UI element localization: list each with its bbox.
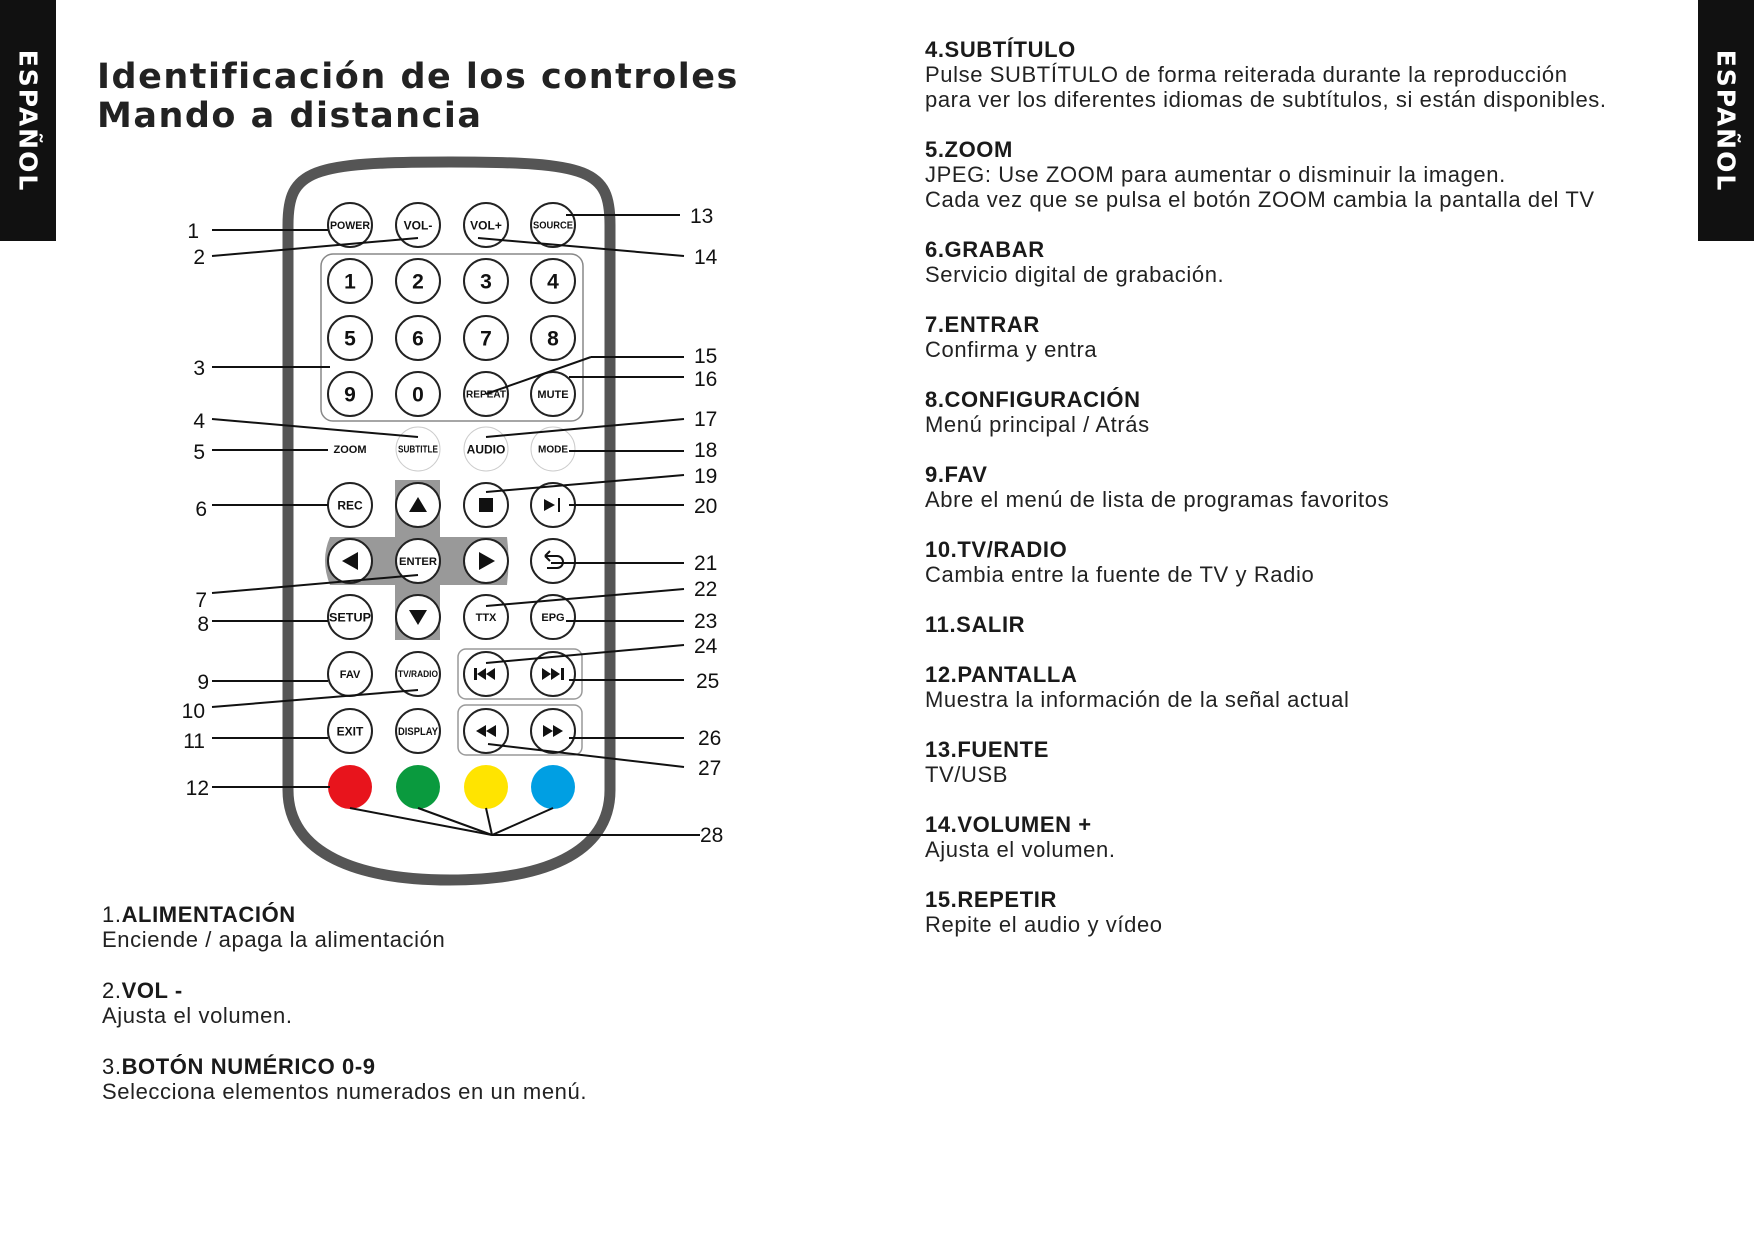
epg-label: EPG — [541, 611, 565, 624]
number-9-label: 9 — [344, 383, 356, 407]
callout-number: 12 — [185, 777, 209, 800]
item-description: Repite el audio y vídeo — [925, 912, 1163, 937]
item-description: Abre el menú de lista de programas favoritos — [925, 487, 1390, 512]
callout-number: 4 — [193, 410, 205, 433]
item-description: Servicio digital de grabación. — [925, 262, 1225, 287]
item-description: Enciende / apaga la alimentación — [102, 927, 446, 952]
item-description: Muestra la información de la señal actual — [925, 687, 1350, 712]
source-button — [531, 203, 575, 247]
description-item — [925, 737, 1685, 787]
callout-number: 5 — [193, 441, 205, 464]
fav-button — [328, 652, 372, 696]
callout-number: 26 — [698, 727, 722, 750]
item-heading — [102, 902, 702, 927]
item-heading — [925, 462, 1685, 487]
item-heading — [925, 887, 1685, 912]
item-heading-text: ALIMENTACIÓN — [121, 902, 296, 927]
callout-number: 14 — [694, 246, 718, 269]
title-line-2: Mando a distancia — [97, 96, 483, 136]
item-description: Selecciona elementos numerados en un menú. — [102, 1079, 588, 1104]
number-9-button — [328, 372, 372, 416]
callout-number: 28 — [700, 824, 724, 847]
callout-number: 19 — [694, 465, 718, 488]
item-heading-text: 6.GRABAR — [925, 237, 1045, 262]
item-heading-text: 5.ZOOM — [925, 137, 1013, 162]
mute-button — [531, 372, 575, 416]
description-item — [102, 978, 702, 1028]
item-heading — [925, 812, 1685, 837]
callout-number: 6 — [195, 498, 207, 521]
subtitle-button — [396, 427, 440, 471]
item-description: Cada vez que se pulsa el botón ZOOM cambia la pantalla del TV — [925, 187, 1595, 212]
callout-number: 22 — [694, 578, 718, 601]
description-item — [925, 812, 1685, 862]
setup-button — [328, 595, 372, 639]
item-heading-text: 15.REPETIR — [925, 887, 1057, 912]
setup-label: SETUP — [329, 610, 371, 625]
number-2-button — [396, 259, 440, 303]
enter-label: ENTER — [399, 555, 438, 568]
item-heading-text: 12.PANTALLA — [925, 662, 1078, 687]
item-heading-text: 10.TV/RADIO — [925, 537, 1068, 562]
zoom-button — [328, 427, 372, 471]
tvradio-button — [396, 652, 440, 696]
mode-label: MODE — [538, 444, 568, 456]
rec-label: REC — [337, 498, 363, 513]
callout-number: 23 — [694, 610, 718, 633]
power-label: POWER — [330, 219, 371, 232]
audio-button — [464, 427, 508, 471]
item-heading — [925, 537, 1685, 562]
green-color-button — [396, 765, 440, 809]
item-heading-text: 8.CONFIGURACIÓN — [925, 387, 1141, 412]
number-8-button — [531, 316, 575, 360]
item-heading — [925, 662, 1685, 687]
item-heading-text: 11.SALIR — [925, 612, 1026, 637]
number-7-label: 7 — [480, 327, 492, 351]
description-item — [925, 137, 1685, 212]
number-5-button — [328, 316, 372, 360]
ttx-button — [464, 595, 508, 639]
side-tab-right — [1698, 0, 1754, 241]
item-number: 1. — [102, 902, 122, 927]
number-6-button — [396, 316, 440, 360]
vol-minus-label: VOL- — [403, 218, 433, 233]
description-item — [925, 887, 1685, 937]
callout-number: 1 — [187, 220, 199, 243]
item-description: para ver los diferentes idiomas de subtítulos, si están disponibles. — [925, 87, 1607, 112]
description-item — [925, 462, 1685, 512]
zoom-label: ZOOM — [333, 443, 367, 456]
callout-number: 18 — [694, 439, 718, 462]
repeat-label: REPEAT — [466, 389, 506, 401]
audio-label: AUDIO — [466, 442, 506, 457]
title-line-1: Identificación de los controles — [97, 57, 739, 97]
fav-label: FAV — [339, 668, 361, 681]
callout-number: 11 — [183, 730, 205, 753]
item-heading-text: 13.FUENTE — [925, 737, 1049, 762]
item-heading — [925, 137, 1685, 162]
item-heading — [102, 1054, 702, 1079]
yellow-color-button — [464, 765, 508, 809]
callout-number: 13 — [690, 205, 714, 228]
callout-number: 20 — [694, 495, 718, 518]
number-6-label: 6 — [412, 327, 424, 351]
item-heading-text: 9.FAV — [925, 462, 988, 487]
item-heading-text: 14.VOLUMEN + — [925, 812, 1092, 837]
description-item — [102, 902, 702, 952]
display-button — [396, 709, 440, 753]
description-item — [925, 612, 1685, 637]
description-item — [925, 662, 1685, 712]
item-heading — [925, 612, 1685, 637]
description-item — [925, 37, 1685, 112]
callout-number: 3 — [193, 357, 205, 380]
item-description: JPEG: Use ZOOM para aumentar o disminuir la imagen. — [925, 162, 1506, 187]
callout-number: 25 — [696, 670, 720, 693]
stop-icon — [479, 498, 493, 512]
callout-number: 15 — [694, 345, 718, 368]
mode-button — [531, 427, 575, 471]
number-0-label: 0 — [412, 383, 424, 407]
item-description: Confirma y entra — [925, 337, 1098, 362]
side-tab-label: ESPAÑOL — [1711, 49, 1741, 192]
item-heading-text: 7.ENTRAR — [925, 312, 1040, 337]
rec-button — [328, 483, 372, 527]
power-button — [328, 203, 372, 247]
item-description: TV/USB — [925, 762, 1009, 787]
callout-number: 2 — [193, 246, 205, 269]
callout-number: 17 — [694, 408, 718, 431]
side-tab-label: ESPAÑOL — [13, 49, 43, 192]
number-8-label: 8 — [547, 327, 559, 351]
remote-control-diagram — [0, 0, 760, 900]
tvradio-label: TV/RADIO — [398, 669, 438, 680]
item-heading-text: BOTÓN NUMÉRICO 0-9 — [121, 1054, 376, 1079]
blue-color-button — [531, 765, 575, 809]
callout-number: 7 — [195, 589, 207, 612]
item-heading — [925, 312, 1685, 337]
subtitle-label: SUBTITLE — [398, 444, 439, 456]
number-7-button — [464, 316, 508, 360]
description-item — [102, 1054, 702, 1104]
exit-label: EXIT — [336, 724, 364, 739]
description-item — [925, 537, 1685, 587]
item-description: Ajusta el volumen. — [925, 837, 1116, 862]
number-4-label: 4 — [547, 270, 559, 294]
back-button — [531, 539, 575, 583]
item-description: Pulse SUBTÍTULO de forma reiterada durante la reproducción — [925, 62, 1568, 87]
callout-number: 21 — [694, 552, 718, 575]
number-1-button — [328, 259, 372, 303]
item-heading — [925, 237, 1685, 262]
number-3-button — [464, 259, 508, 303]
ttx-label: TTX — [475, 611, 497, 624]
description-item — [925, 312, 1685, 362]
item-description: Menú principal / Atrás — [925, 412, 1150, 437]
callout-number: 16 — [694, 368, 718, 391]
vol-plus-label: VOL+ — [470, 218, 502, 233]
item-heading — [925, 387, 1685, 412]
number-0-button — [396, 372, 440, 416]
red-color-button — [328, 765, 372, 809]
item-heading — [925, 37, 1685, 62]
item-number: 2. — [102, 978, 122, 1003]
vol-minus-button — [396, 203, 440, 247]
number-1-label: 1 — [344, 270, 356, 294]
number-4-button — [531, 259, 575, 303]
item-description: Cambia entre la fuente de TV y Radio — [925, 562, 1315, 587]
display-label: DISPLAY — [398, 725, 439, 738]
number-5-label: 5 — [344, 327, 356, 351]
item-number: 3. — [102, 1054, 122, 1079]
callout-number: 8 — [197, 613, 209, 636]
right-descriptions — [925, 37, 1685, 962]
description-item — [925, 237, 1685, 287]
callout-number: 24 — [694, 635, 718, 658]
source-label: SOURCE — [533, 220, 574, 232]
left-descriptions — [102, 902, 702, 1130]
item-heading-text: VOL - — [121, 978, 183, 1003]
callout-number: 27 — [698, 757, 722, 780]
number-2-label: 2 — [412, 270, 424, 294]
item-description: Ajusta el volumen. — [102, 1003, 293, 1028]
mute-label: MUTE — [537, 388, 569, 401]
item-heading — [925, 737, 1685, 762]
item-heading-text: 4.SUBTÍTULO — [925, 37, 1076, 62]
number-3-label: 3 — [480, 270, 492, 294]
item-heading — [102, 978, 702, 1003]
description-item — [925, 387, 1685, 437]
callout-number: 9 — [197, 671, 209, 694]
exit-button — [328, 709, 372, 753]
callout-number: 10 — [181, 700, 205, 723]
